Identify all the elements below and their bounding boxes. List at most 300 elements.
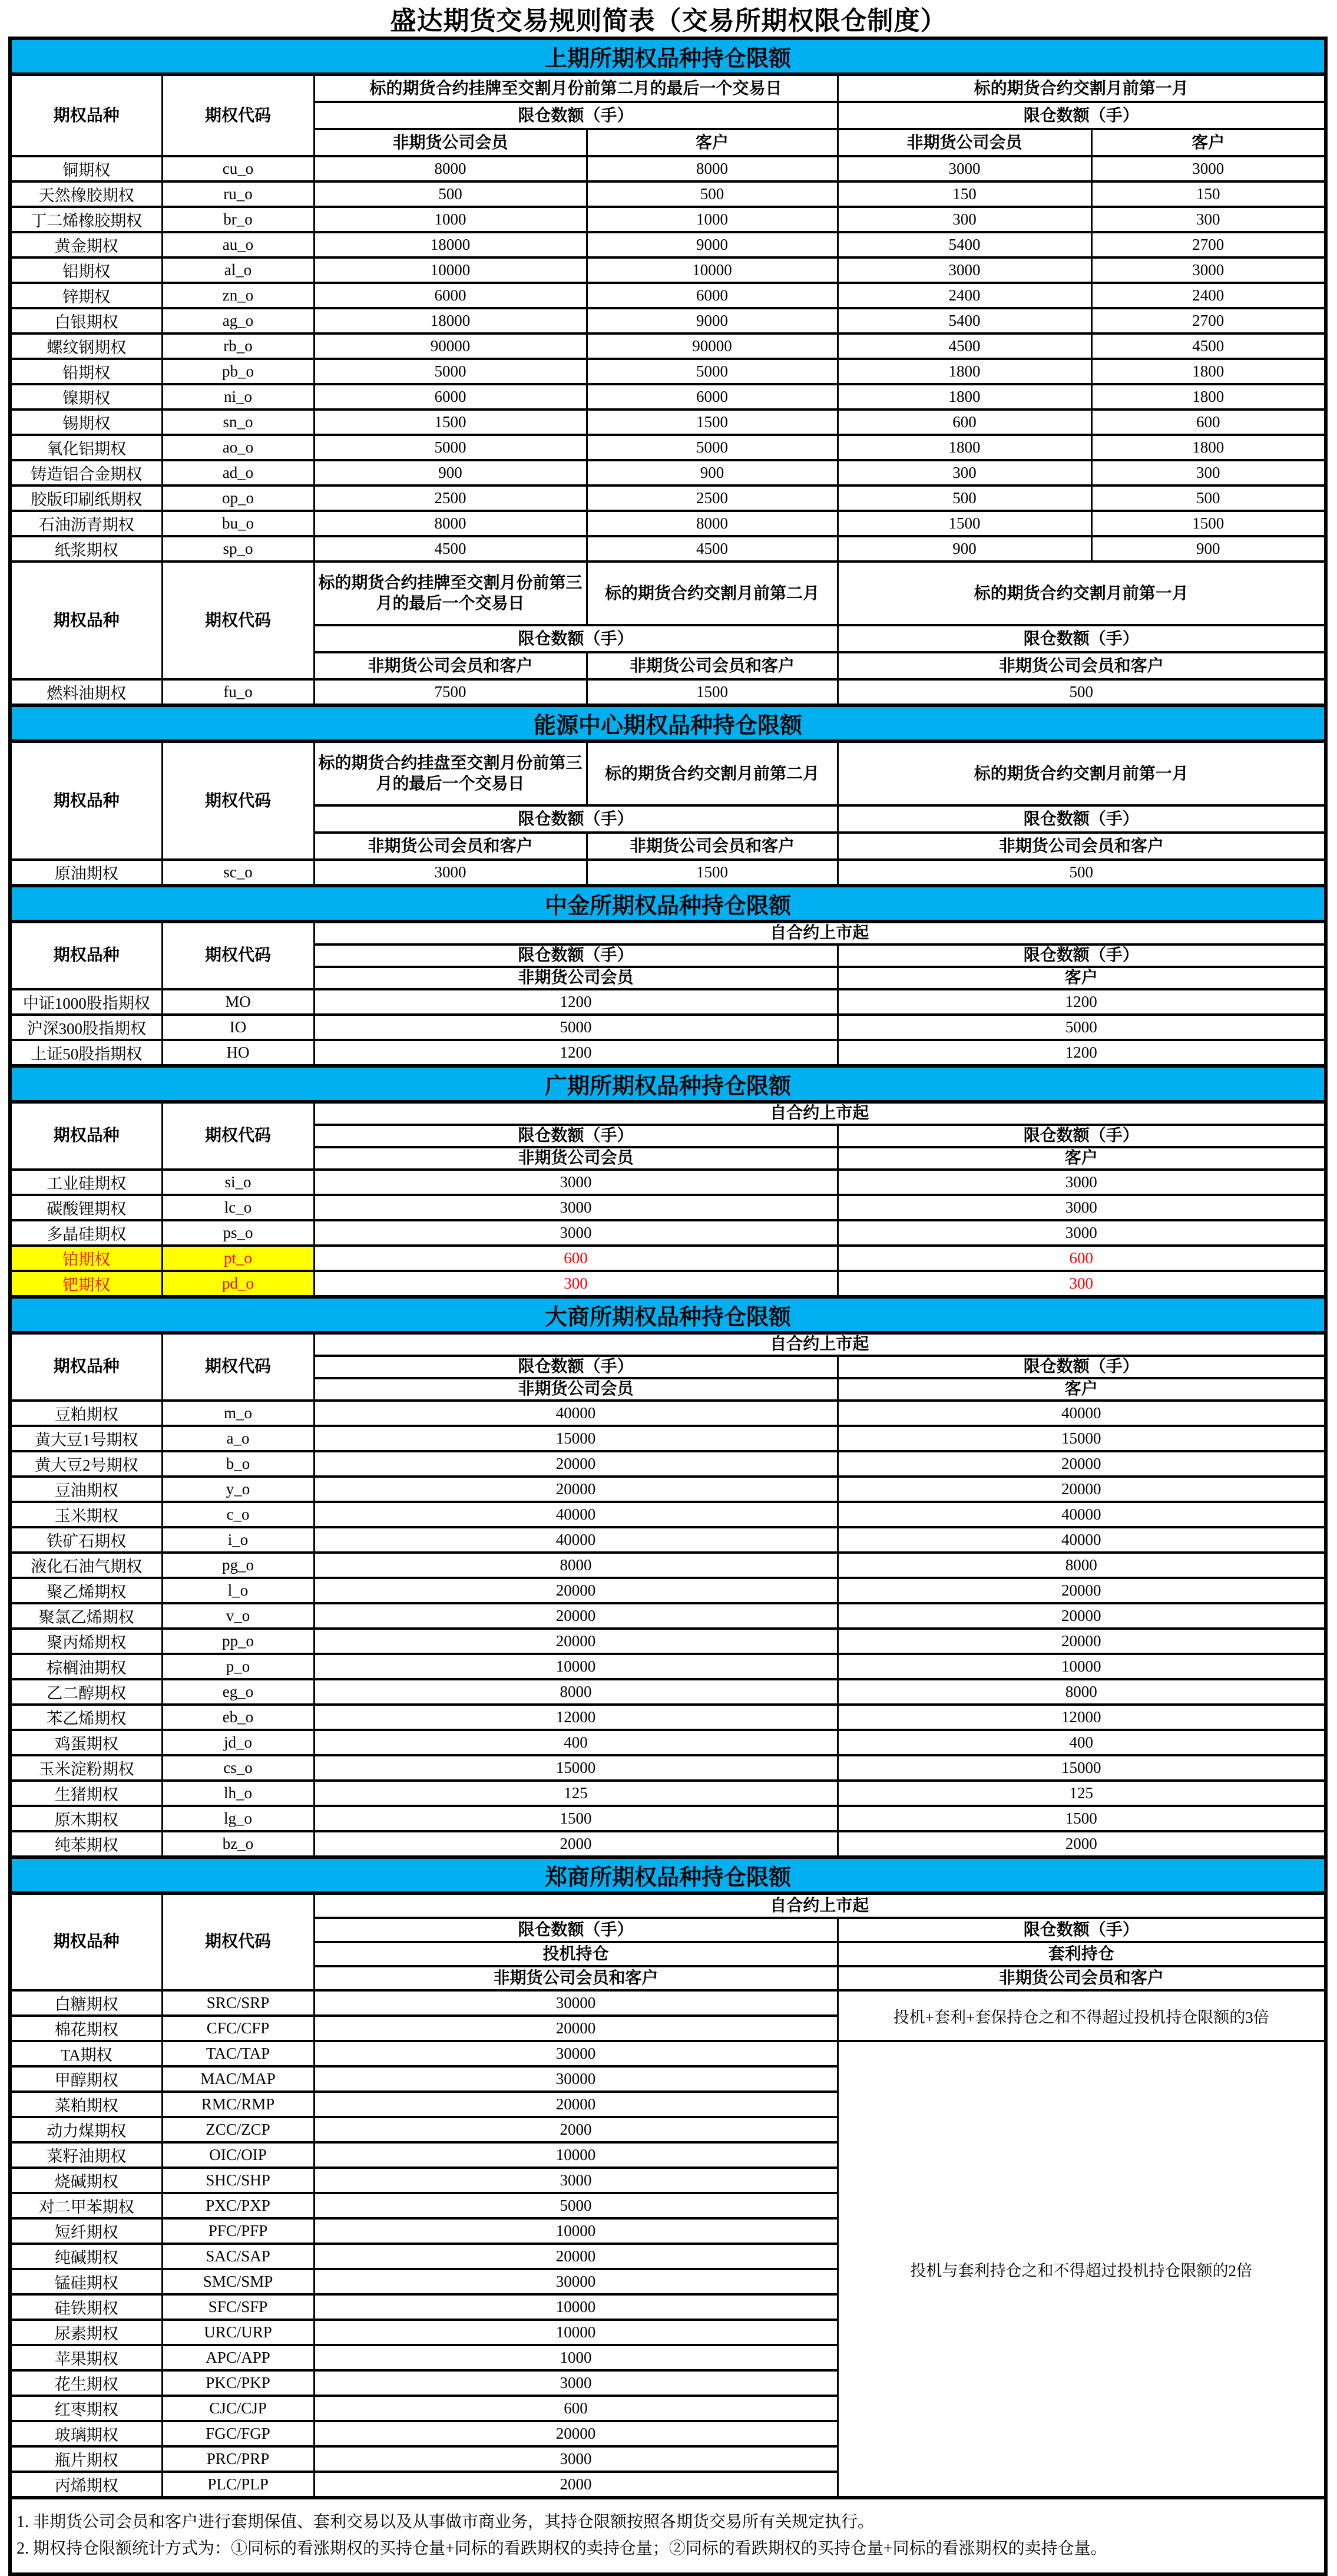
value-cell: 5400 [838, 232, 1091, 257]
value-cell: 8000 [314, 1679, 838, 1705]
code-cell: RMC/RMP [162, 2092, 314, 2117]
section-ine [10, 705, 1326, 860]
table-row [10, 511, 1326, 536]
product-cell: 玉米期权 [10, 1502, 162, 1527]
section-band-gfex: 广期所期权品种持仓限额 [10, 1066, 1326, 1102]
code-cell: m_o [162, 1401, 314, 1426]
client-header: 客户 [1091, 129, 1326, 156]
value-cell: 1500 [1091, 511, 1326, 536]
value-cell: 10000 [314, 2294, 838, 2320]
value-cell: 90000 [314, 333, 587, 359]
value-cell: 2500 [314, 486, 587, 511]
value-cell: 900 [1091, 536, 1326, 562]
table-row [10, 232, 1326, 257]
product-cell: 铸造铝合金期权 [10, 460, 162, 486]
table-row [10, 1806, 1326, 1831]
product-cell: 燃料油期权 [10, 679, 162, 705]
code-cell: au_o [162, 232, 314, 257]
value-cell: 900 [314, 460, 587, 486]
position-limit-table [8, 37, 1328, 2576]
value-cell: 1800 [1091, 359, 1326, 384]
table-row [10, 359, 1326, 384]
code-cell: pt_o [162, 1246, 314, 1271]
product-cell: 液化石油气期权 [10, 1553, 162, 1578]
table-row [10, 1401, 1326, 1426]
value-cell: 1800 [1091, 384, 1326, 409]
code-cell: i_o [162, 1527, 314, 1553]
table-row [10, 257, 1326, 283]
value-cell: 150 [1091, 181, 1326, 207]
value-cell: 6000 [314, 384, 587, 409]
value-cell: 30000 [314, 2269, 838, 2294]
code-header: 期权代码 [162, 1893, 314, 1990]
value-cell: 3000 [838, 1220, 1326, 1246]
product-cell: 烧碱期权 [10, 2168, 162, 2193]
table-row [10, 1477, 1326, 1502]
section-cffex [10, 886, 1326, 989]
code-cell: SAC/SAP [162, 2244, 314, 2269]
value-cell: 8000 [314, 1553, 838, 1578]
value-cell: 3000 [314, 1170, 838, 1195]
table-row [10, 333, 1326, 359]
product-header: 期权品种 [10, 1893, 162, 1990]
value-cell: 1000 [314, 207, 587, 232]
value-cell: 30000 [314, 2041, 838, 2066]
value-cell: 30000 [314, 2066, 838, 2092]
member-client-header: 非期货公司会员和客户 [587, 652, 838, 679]
table-row [10, 409, 1326, 435]
value-cell: 15000 [838, 1426, 1326, 1451]
table-row [10, 1730, 1326, 1755]
limit-header: 限仓数额（手） [314, 1356, 838, 1378]
product-cell: 镍期权 [10, 384, 162, 409]
code-cell: FGC/FGP [162, 2421, 314, 2446]
value-cell: 5400 [838, 308, 1091, 333]
value-cell: 3000 [838, 1170, 1326, 1195]
table-row [10, 1246, 1326, 1271]
limit-header: 限仓数额（手） [314, 805, 838, 833]
code-cell: c_o [162, 1502, 314, 1527]
code-cell: IO [162, 1015, 314, 1040]
value-cell: 5000 [314, 1015, 838, 1040]
period-header: 标的期货合约挂牌至交割月份前第二月的最后一个交易日 [314, 74, 838, 102]
value-cell: 1800 [838, 384, 1091, 409]
value-cell: 20000 [838, 1629, 1326, 1654]
value-cell: 20000 [314, 1629, 838, 1654]
value-cell: 40000 [314, 1527, 838, 1553]
value-cell: 1200 [838, 989, 1326, 1015]
product-cell: 碳酸锂期权 [10, 1195, 162, 1220]
product-cell: 鸡蛋期权 [10, 1730, 162, 1755]
product-cell: 胶版印刷纸期权 [10, 486, 162, 511]
page-title: 盛达期货交易规则简表（交易所期权限仓制度） [390, 6, 947, 35]
value-cell: 10000 [314, 257, 587, 283]
code-cell: al_o [162, 257, 314, 283]
value-cell: 10000 [314, 2218, 838, 2244]
code-cell: PFC/PFP [162, 2218, 314, 2244]
section-band-shfe: 上期所期权品种持仓限额 [10, 38, 1326, 74]
value-cell: 1000 [314, 2345, 838, 2370]
value-cell: 500 [1091, 486, 1326, 511]
value-cell: 7500 [314, 679, 587, 705]
value-cell: 3000 [314, 860, 587, 886]
value-cell: 20000 [838, 1477, 1326, 1502]
since-listing-header: 自合约上市起 [314, 1102, 1326, 1125]
value-cell: 5000 [314, 359, 587, 384]
product-cell: 聚丙烯期权 [10, 1629, 162, 1654]
code-cell: p_o [162, 1654, 314, 1679]
value-cell: 40000 [838, 1401, 1326, 1426]
value-cell: 10000 [587, 257, 838, 283]
product-cell: 尿素期权 [10, 2320, 162, 2345]
period-header: 标的期货合约挂牌至交割月份前第三月的最后一个交易日 [314, 562, 587, 625]
code-cell: cu_o [162, 156, 314, 181]
code-cell: SHC/SHP [162, 2168, 314, 2193]
value-cell: 400 [314, 1730, 838, 1755]
product-cell: 原木期权 [10, 1806, 162, 1831]
limit-header: 限仓数额（手） [314, 944, 838, 967]
value-cell: 2000 [314, 2472, 838, 2498]
table-row [10, 1040, 1326, 1066]
table-row [10, 1220, 1326, 1246]
value-cell: 500 [838, 679, 1326, 705]
member-client-header: 非期货公司会员和客户 [838, 833, 1326, 860]
value-cell: 3000 [314, 2446, 838, 2472]
value-cell: 18000 [314, 232, 587, 257]
product-cell: 苹果期权 [10, 2345, 162, 2370]
section-band-cffex: 中金所期权品种持仓限额 [10, 886, 1326, 922]
member-client-header: 非期货公司会员和客户 [838, 652, 1326, 679]
code-cell: TAC/TAP [162, 2041, 314, 2066]
table-row [10, 1170, 1326, 1195]
period-header: 标的期货合约交割月前第一月 [838, 562, 1326, 625]
code-cell: bu_o [162, 511, 314, 536]
period-header: 标的期货合约交割月前第二月 [587, 741, 838, 805]
value-cell: 3000 [1091, 156, 1326, 181]
value-cell: 500 [838, 486, 1091, 511]
note-cell: 投机+套利+套保持仓之和不得超过投机持仓限额的3倍 [838, 1990, 1326, 2041]
product-cell: 红枣期权 [10, 2396, 162, 2421]
value-cell: 20000 [314, 1451, 838, 1477]
code-cell: br_o [162, 207, 314, 232]
ine-rows [10, 860, 1326, 886]
value-cell: 8000 [587, 156, 838, 181]
value-cell: 30000 [314, 1990, 838, 2016]
value-cell: 300 [1091, 460, 1326, 486]
product-cell: 中证1000股指期权 [10, 989, 162, 1015]
period-header: 标的期货合约交割月前第二月 [587, 562, 838, 625]
code-cell: pg_o [162, 1553, 314, 1578]
code-cell: ag_o [162, 308, 314, 333]
product-cell: 石油沥青期权 [10, 511, 162, 536]
member-header: 非期货公司会员 [314, 967, 838, 989]
value-cell: 900 [587, 460, 838, 486]
product-cell: 豆油期权 [10, 1477, 162, 1502]
since-listing-header: 自合约上市起 [314, 1333, 1326, 1356]
value-cell: 2700 [1091, 308, 1326, 333]
client-header: 客户 [838, 1147, 1326, 1170]
product-cell: 锌期权 [10, 283, 162, 308]
code-cell: lh_o [162, 1781, 314, 1806]
value-cell: 300 [314, 1271, 838, 1297]
table-row [10, 860, 1326, 886]
value-cell: 20000 [314, 1603, 838, 1629]
value-cell: 5000 [314, 435, 587, 460]
product-header: 期权品种 [10, 74, 162, 156]
product-cell: 菜籽油期权 [10, 2142, 162, 2168]
shfe-rows [10, 156, 1326, 562]
value-cell: 3000 [838, 1195, 1326, 1220]
code-cell: lg_o [162, 1806, 314, 1831]
product-cell: 沪深300股指期权 [10, 1015, 162, 1040]
table-row [10, 2041, 1326, 2066]
member-client-header: 非期货公司会员和客户 [838, 1966, 1326, 1990]
value-cell: 600 [1091, 409, 1326, 435]
table-row [10, 1831, 1326, 1857]
code-cell: ru_o [162, 181, 314, 207]
product-cell: 铝期权 [10, 257, 162, 283]
product-cell: 白糖期权 [10, 1990, 162, 2016]
value-cell: 20000 [838, 1451, 1326, 1477]
value-cell: 5000 [314, 2193, 838, 2218]
value-cell: 20000 [314, 1578, 838, 1603]
code-cell: sn_o [162, 409, 314, 435]
value-cell: 1200 [314, 989, 838, 1015]
product-cell: TA期权 [10, 2041, 162, 2066]
value-cell: 125 [838, 1781, 1326, 1806]
value-cell: 10000 [314, 2142, 838, 2168]
product-header: 期权品种 [10, 741, 162, 860]
product-cell: 铁矿石期权 [10, 1527, 162, 1553]
client-header: 客户 [587, 129, 838, 156]
value-cell: 5000 [587, 435, 838, 460]
product-cell: 工业硅期权 [10, 1170, 162, 1195]
table-row [10, 989, 1326, 1015]
value-cell: 40000 [314, 1502, 838, 1527]
table-row [10, 181, 1326, 207]
section-shfe [10, 38, 1326, 156]
product-cell: 甲醇期权 [10, 2066, 162, 2092]
limit-header: 限仓数额（手） [838, 1356, 1326, 1378]
product-cell: 硅铁期权 [10, 2294, 162, 2320]
speculative-header: 投机持仓 [314, 1942, 838, 1966]
product-cell: 苯乙烯期权 [10, 1705, 162, 1730]
code-cell: APC/APP [162, 2345, 314, 2370]
value-cell: 6000 [314, 283, 587, 308]
product-cell: 丁二烯橡胶期权 [10, 207, 162, 232]
limit-header: 限仓数额（手） [838, 1125, 1326, 1147]
value-cell: 150 [838, 181, 1091, 207]
value-cell: 300 [838, 460, 1091, 486]
product-cell: 锰硅期权 [10, 2269, 162, 2294]
code-cell: sc_o [162, 860, 314, 886]
product-cell: 铅期权 [10, 359, 162, 384]
value-cell: 1500 [838, 511, 1091, 536]
code-cell: op_o [162, 486, 314, 511]
code-cell: PLC/PLP [162, 2472, 314, 2498]
code-cell: pb_o [162, 359, 314, 384]
value-cell: 20000 [314, 2016, 838, 2041]
period-header: 标的期货合约交割月前第一月 [838, 741, 1326, 805]
value-cell: 3000 [314, 1220, 838, 1246]
limit-header: 限仓数额（手） [838, 102, 1326, 129]
limit-header: 限仓数额（手） [314, 102, 838, 129]
product-cell: 铜期权 [10, 156, 162, 181]
client-header: 客户 [838, 1378, 1326, 1401]
value-cell: 20000 [314, 2092, 838, 2117]
table-row [10, 1502, 1326, 1527]
value-cell: 1500 [587, 860, 838, 886]
table-row [10, 1553, 1326, 1578]
code-cell: URC/URP [162, 2320, 314, 2345]
product-cell: 黄金期权 [10, 232, 162, 257]
product-cell: 黄大豆1号期权 [10, 1426, 162, 1451]
value-cell: 20000 [838, 1603, 1326, 1629]
table-row [10, 207, 1326, 232]
code-cell: SRC/SRP [162, 1990, 314, 2016]
value-cell: 15000 [838, 1755, 1326, 1781]
code-cell: ni_o [162, 384, 314, 409]
value-cell: 300 [838, 1271, 1326, 1297]
value-cell: 1200 [314, 1040, 838, 1066]
product-cell: 动力煤期权 [10, 2117, 162, 2142]
table-row [10, 435, 1326, 460]
client-header: 客户 [838, 967, 1326, 989]
value-cell: 9000 [587, 232, 838, 257]
code-cell: y_o [162, 1477, 314, 1502]
member-client-header: 非期货公司会员和客户 [314, 652, 587, 679]
product-cell: 花生期权 [10, 2370, 162, 2396]
limit-header: 限仓数额（手） [314, 625, 838, 652]
value-cell: 20000 [314, 1477, 838, 1502]
product-cell: 黄大豆2号期权 [10, 1451, 162, 1477]
value-cell: 3000 [314, 2168, 838, 2193]
table-row [10, 679, 1326, 705]
product-cell: 棉花期权 [10, 2016, 162, 2041]
code-header: 期权代码 [162, 562, 314, 679]
code-cell: ps_o [162, 1220, 314, 1246]
value-cell: 8000 [838, 1679, 1326, 1705]
value-cell: 5000 [587, 359, 838, 384]
value-cell: 1500 [314, 1806, 838, 1831]
table-row [10, 1195, 1326, 1220]
value-cell: 20000 [314, 2421, 838, 2446]
footnote-1: 1. 非期货公司会员和客户进行套期保值、套利交易以及从事做市商业务，其持仓限额按照各期货交易所有关规定执行。 [16, 2513, 875, 2532]
product-cell: 铂期权 [10, 1246, 162, 1271]
code-cell: b_o [162, 1451, 314, 1477]
limit-header: 限仓数额（手） [838, 805, 1326, 833]
code-cell: PRC/PRP [162, 2446, 314, 2472]
product-cell: 纯苯期权 [10, 1831, 162, 1857]
code-cell: SFC/SFP [162, 2294, 314, 2320]
czce-rows [10, 1990, 1326, 2498]
value-cell: 1500 [838, 1806, 1326, 1831]
product-cell: 钯期权 [10, 1271, 162, 1297]
limit-header: 限仓数额（手） [838, 944, 1326, 967]
limit-header: 限仓数额（手） [838, 1918, 1326, 1942]
product-cell: 聚氯乙烯期权 [10, 1603, 162, 1629]
value-cell: 15000 [314, 1426, 838, 1451]
product-cell: 瓶片期权 [10, 2446, 162, 2472]
code-header: 期权代码 [162, 1102, 314, 1170]
code-cell: jd_o [162, 1730, 314, 1755]
code-header: 期权代码 [162, 74, 314, 156]
table-row [10, 1451, 1326, 1477]
value-cell: 90000 [587, 333, 838, 359]
value-cell: 600 [838, 409, 1091, 435]
section-footnotes [10, 2498, 1326, 2574]
value-cell: 5000 [838, 1015, 1326, 1040]
code-cell: zn_o [162, 283, 314, 308]
product-cell: 天然橡胶期权 [10, 181, 162, 207]
product-cell: 菜粕期权 [10, 2092, 162, 2117]
code-cell: si_o [162, 1170, 314, 1195]
product-cell: 上证50股指期权 [10, 1040, 162, 1066]
arbitrage-header: 套利持仓 [838, 1942, 1326, 1966]
value-cell: 18000 [314, 308, 587, 333]
member-client-header: 非期货公司会员和客户 [314, 1966, 838, 1990]
value-cell: 9000 [587, 308, 838, 333]
code-cell: rb_o [162, 333, 314, 359]
gfex-rows [10, 1170, 1326, 1297]
value-cell: 8000 [314, 511, 587, 536]
value-cell: 300 [1091, 207, 1326, 232]
product-cell: 白银期权 [10, 308, 162, 333]
table-row [10, 1654, 1326, 1679]
note-cell: 投机与套利持仓之和不得超过投机持仓限额的2倍 [838, 2041, 1326, 2498]
section-shfe-fuel [10, 562, 1326, 679]
value-cell: 2000 [314, 1831, 838, 1857]
value-cell: 8000 [838, 1553, 1326, 1578]
value-cell: 500 [838, 860, 1326, 886]
code-cell: ad_o [162, 460, 314, 486]
value-cell: 8000 [314, 156, 587, 181]
value-cell: 6000 [587, 283, 838, 308]
product-cell: 乙二醇期权 [10, 1679, 162, 1705]
code-cell: pp_o [162, 1629, 314, 1654]
value-cell: 1800 [1091, 435, 1326, 460]
period-header: 标的期货合约交割月前第一月 [838, 74, 1326, 102]
code-cell: ZCC/ZCP [162, 2117, 314, 2142]
table-row [10, 1578, 1326, 1603]
table-row [10, 1705, 1326, 1730]
code-cell: l_o [162, 1578, 314, 1603]
value-cell: 4500 [838, 333, 1091, 359]
code-header: 期权代码 [162, 1333, 314, 1401]
table-row [10, 1990, 1326, 2016]
footnotes-cell [10, 2498, 1326, 2574]
value-cell: 8000 [587, 511, 838, 536]
product-cell: 玻璃期权 [10, 2421, 162, 2446]
table-row [10, 1679, 1326, 1705]
value-cell: 3000 [838, 257, 1091, 283]
table-row [10, 460, 1326, 486]
value-cell: 1000 [587, 207, 838, 232]
table-row [10, 1271, 1326, 1297]
value-cell: 40000 [838, 1527, 1326, 1553]
value-cell: 10000 [838, 1654, 1326, 1679]
value-cell: 900 [838, 536, 1091, 562]
code-cell: sp_o [162, 536, 314, 562]
product-cell: 聚乙烯期权 [10, 1578, 162, 1603]
value-cell: 2700 [1091, 232, 1326, 257]
since-listing-header: 自合约上市起 [314, 1893, 1326, 1918]
code-cell: v_o [162, 1603, 314, 1629]
value-cell: 6000 [587, 384, 838, 409]
code-cell: PKC/PKP [162, 2370, 314, 2396]
value-cell: 10000 [314, 2320, 838, 2345]
code-cell: CFC/CFP [162, 2016, 314, 2041]
